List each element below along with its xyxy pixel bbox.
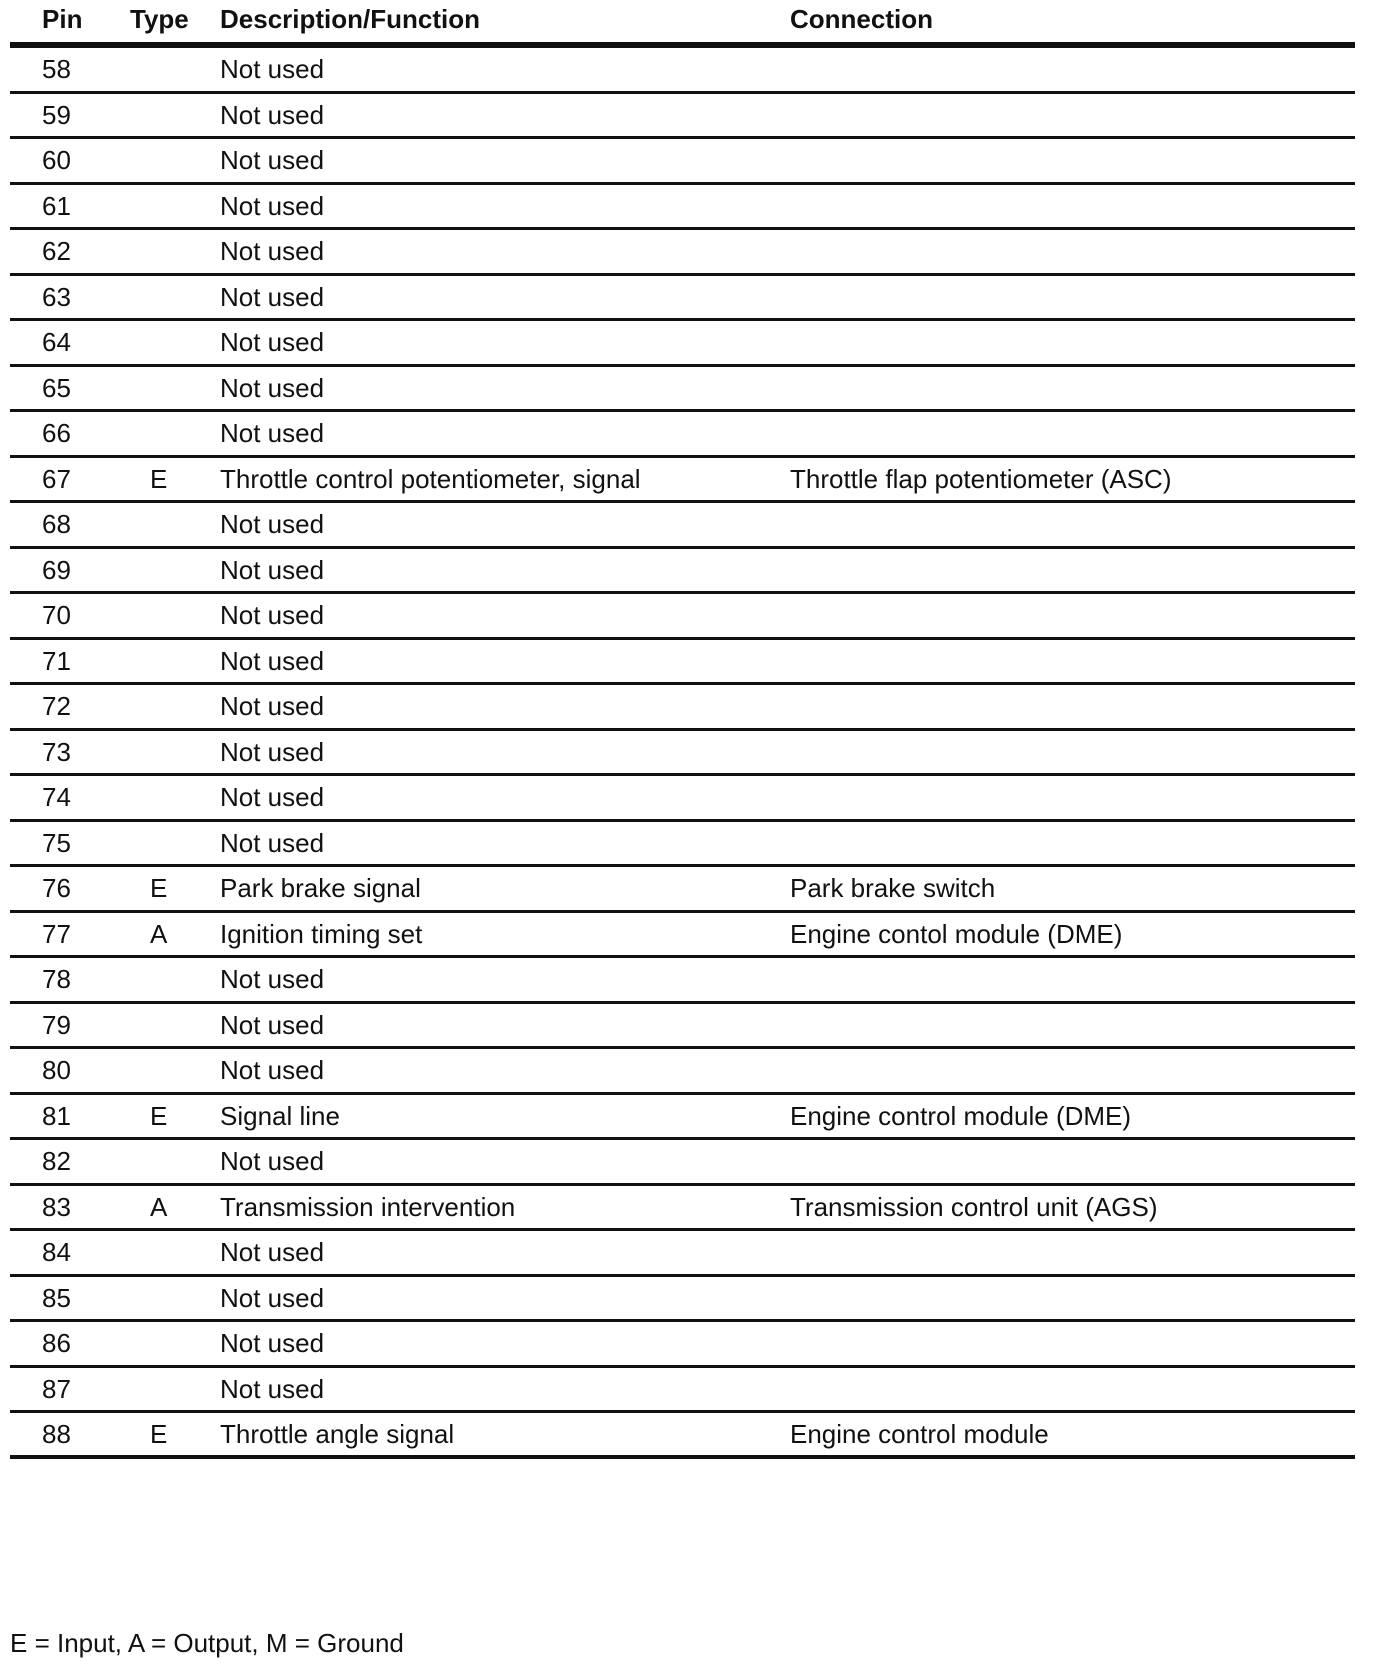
pin-cell: 64: [42, 327, 71, 357]
description-cell: Not used: [220, 509, 325, 539]
table-row: [10, 549, 1355, 595]
pin-cell: 70: [42, 600, 71, 630]
description-cell: Ignition timing set: [220, 918, 423, 949]
description-cell: Not used: [220, 1282, 325, 1313]
description-cell: Transmission intervention: [220, 1191, 516, 1222]
table-row: [10, 230, 1355, 276]
description-cell: Not used: [220, 236, 325, 266]
table-row: [10, 1322, 1355, 1368]
table-row: [10, 640, 1355, 686]
description-cell: Not used: [220, 1146, 325, 1176]
pin-cell: 71: [42, 645, 71, 676]
pin-cell: 84: [42, 1237, 71, 1267]
table-row: [10, 1186, 1355, 1232]
table-row: [10, 731, 1355, 777]
header-connection: Connection: [790, 4, 933, 34]
table-row: [10, 458, 1355, 504]
connection-cell: Transmission control unit (AGS): [790, 1191, 1158, 1222]
table-row: [10, 94, 1355, 140]
description-cell: Not used: [220, 281, 325, 312]
table-row: [10, 1095, 1355, 1141]
pin-cell: 65: [42, 372, 71, 403]
table-row: [10, 958, 1355, 1004]
table-row: [10, 867, 1355, 913]
header-pin: Pin: [42, 4, 83, 34]
pin-cell: 86: [42, 1328, 71, 1358]
connection-cell: Engine control module (DME): [790, 1100, 1132, 1131]
table-row: [10, 185, 1355, 231]
table-row: [10, 367, 1355, 413]
type-cell: E: [150, 873, 168, 903]
table-row: [10, 1277, 1355, 1323]
connection-cell: Park brake switch: [790, 873, 996, 903]
description-cell: Not used: [220, 418, 325, 448]
connection-cell: Engine control module: [790, 1419, 1049, 1449]
type-legend: E = Input, A = Output, M = Ground: [10, 1628, 404, 1658]
table-row: [10, 139, 1355, 185]
table-row: [10, 1231, 1355, 1277]
description-cell: Not used: [220, 645, 325, 676]
pin-cell: 59: [42, 99, 71, 130]
type-cell: A: [150, 918, 168, 949]
pin-cell: 63: [42, 281, 71, 312]
pin-cell: 62: [42, 236, 71, 266]
header-description: Description/Function: [220, 4, 480, 34]
table-row: [10, 48, 1355, 94]
table-row: [10, 776, 1355, 822]
description-cell: Not used: [220, 1328, 325, 1358]
pin-cell: 88: [42, 1419, 71, 1449]
description-cell: Throttle angle signal: [220, 1419, 455, 1449]
table-row: [10, 1140, 1355, 1186]
connection-cell: Throttle flap potentiometer (ASC): [790, 463, 1172, 494]
description-cell: Not used: [220, 190, 325, 221]
connection-cell: Engine contol module (DME): [790, 918, 1123, 949]
table-row: [10, 822, 1355, 868]
pin-cell: 73: [42, 736, 71, 767]
description-cell: Not used: [220, 736, 325, 767]
pin-cell: 72: [42, 691, 71, 721]
table-row: [10, 1049, 1355, 1095]
table-row: [10, 1413, 1355, 1459]
description-cell: Not used: [220, 600, 325, 630]
pin-cell: 58: [42, 54, 71, 84]
type-cell: E: [150, 1100, 168, 1131]
table-body: [10, 48, 1355, 1459]
pin-cell: 77: [42, 918, 71, 949]
pin-cell: 83: [42, 1191, 71, 1222]
description-cell: Not used: [220, 691, 325, 721]
table-row: [10, 503, 1355, 549]
description-cell: Not used: [220, 827, 325, 858]
type-cell: A: [150, 1191, 168, 1222]
pin-cell: 87: [42, 1373, 71, 1404]
description-cell: Not used: [220, 372, 325, 403]
pin-cell: 69: [42, 554, 71, 585]
description-cell: Not used: [220, 327, 325, 357]
description-cell: Throttle control potentiometer, signal: [220, 463, 641, 494]
type-cell: E: [150, 1419, 168, 1449]
pin-cell: 75: [42, 827, 71, 858]
description-cell: Not used: [220, 54, 325, 84]
pin-cell: 68: [42, 509, 71, 539]
pin-cell: 85: [42, 1282, 71, 1313]
table-row: [10, 321, 1355, 367]
table-row: [10, 594, 1355, 640]
pin-cell: 76: [42, 873, 71, 903]
table-row: [10, 276, 1355, 322]
table-header: [10, 0, 1355, 48]
description-cell: Park brake signal: [220, 873, 421, 903]
description-cell: Not used: [220, 554, 325, 585]
description-cell: Not used: [220, 782, 325, 812]
table-row: [10, 913, 1355, 959]
pin-cell: 60: [42, 145, 71, 175]
type-cell: E: [150, 463, 168, 494]
pin-cell: 79: [42, 1009, 71, 1040]
table-row: [10, 1368, 1355, 1414]
description-cell: Not used: [220, 964, 325, 994]
pin-cell: 78: [42, 964, 71, 994]
description-cell: Not used: [220, 145, 325, 175]
pin-cell: 81: [42, 1100, 71, 1131]
description-cell: Signal line: [220, 1100, 340, 1131]
header-type: Type: [130, 4, 189, 34]
description-cell: Not used: [220, 99, 325, 130]
description-cell: Not used: [220, 1055, 325, 1085]
pin-cell: 80: [42, 1055, 71, 1085]
pin-cell: 67: [42, 463, 71, 494]
table-row: [10, 685, 1355, 731]
table-row: [10, 1004, 1355, 1050]
description-cell: Not used: [220, 1237, 325, 1267]
pin-cell: 74: [42, 782, 71, 812]
pin-cell: 61: [42, 190, 71, 221]
description-cell: Not used: [220, 1373, 325, 1404]
pin-cell: 66: [42, 418, 71, 448]
pin-cell: 82: [42, 1146, 71, 1176]
description-cell: Not used: [220, 1009, 325, 1040]
table-row: [10, 412, 1355, 458]
